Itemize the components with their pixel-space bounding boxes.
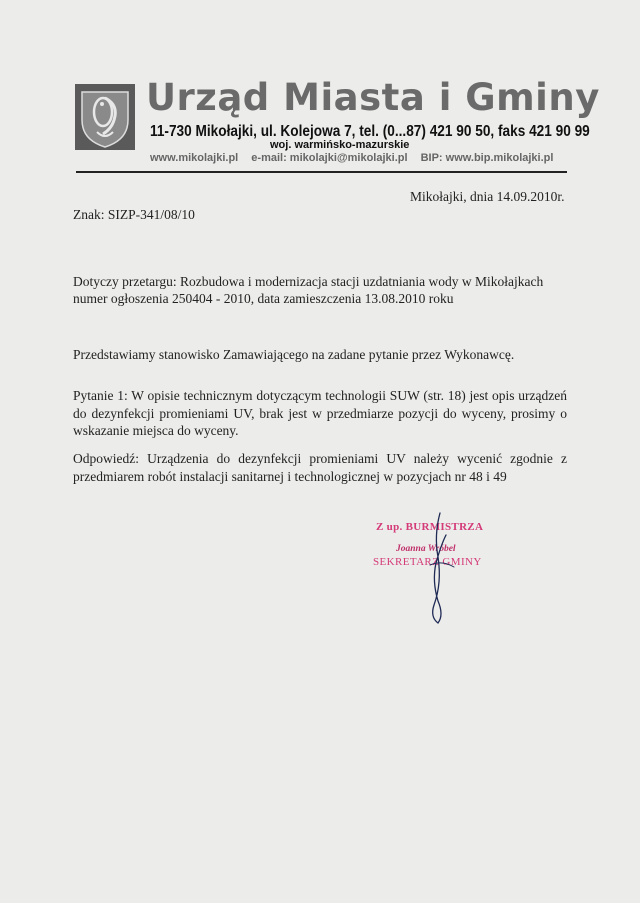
letter-subject (73, 273, 573, 307)
letterhead-divider (76, 171, 567, 173)
organization-address: 11-730 Mikołajki, ul. Kolejowa 7, tel. (0...87) 421 90 50, faks 421 90 99 (150, 123, 590, 140)
organization-name: Urząd Miasta i Gminy (146, 76, 600, 119)
contact-line (150, 151, 553, 165)
letter-date: Mikołajki, dnia 14.09.2010r. (410, 189, 565, 204)
email-link[interactable]: e-mail: mikolajki@mikolajki.pl (251, 152, 408, 164)
coat-of-arms-icon (75, 84, 135, 150)
reference-number: Znak: SIZP-341/08/10 (73, 207, 195, 222)
stamp-authority: Z up. BURMISTRZA (376, 521, 484, 533)
bip-link[interactable]: BIP: www.bip.mikolajki.pl (420, 152, 554, 164)
stamp-name: Joanna Wróbel (396, 544, 456, 554)
organization-region: woj. warmińsko-mazurskie (270, 139, 410, 151)
website-link[interactable]: www.mikolajki.pl (150, 152, 239, 164)
answer-paragraph: Odpowiedź: Urządzenia do dezynfekcji promieniami UV należy wycenić zgodnie z przedmiarem robót instalacji sanitarnej i technologicznej w pozycjach nr 48 i 49 (73, 451, 567, 484)
subject-line-2: numer ogłoszenia 250404 - 2010, data zamieszczenia 13.08.2010 roku (73, 291, 454, 306)
question-paragraph: Pytanie 1: W opisie technicznym dotyczącym technologii SUW (str. 18) jest opis urządzeń do dezynfekcji promieniami UV, brak jest w przedmiarze pozycji do wyceny, prosimy o wskazanie miejsca do wyceny. (73, 388, 567, 438)
stamp-title: SEKRETARZ GMINY (373, 556, 482, 568)
subject-line-1: Dotyczy przetargu: Rozbudowa i modernizacja stacji uzdatniania wody w Mikołajkach (73, 274, 544, 289)
handwritten-signature-icon (408, 505, 468, 635)
letter-intro: Przedstawiamy stanowisko Zamawiającego na zadane pytanie przez Wykonawcę. (73, 347, 515, 362)
